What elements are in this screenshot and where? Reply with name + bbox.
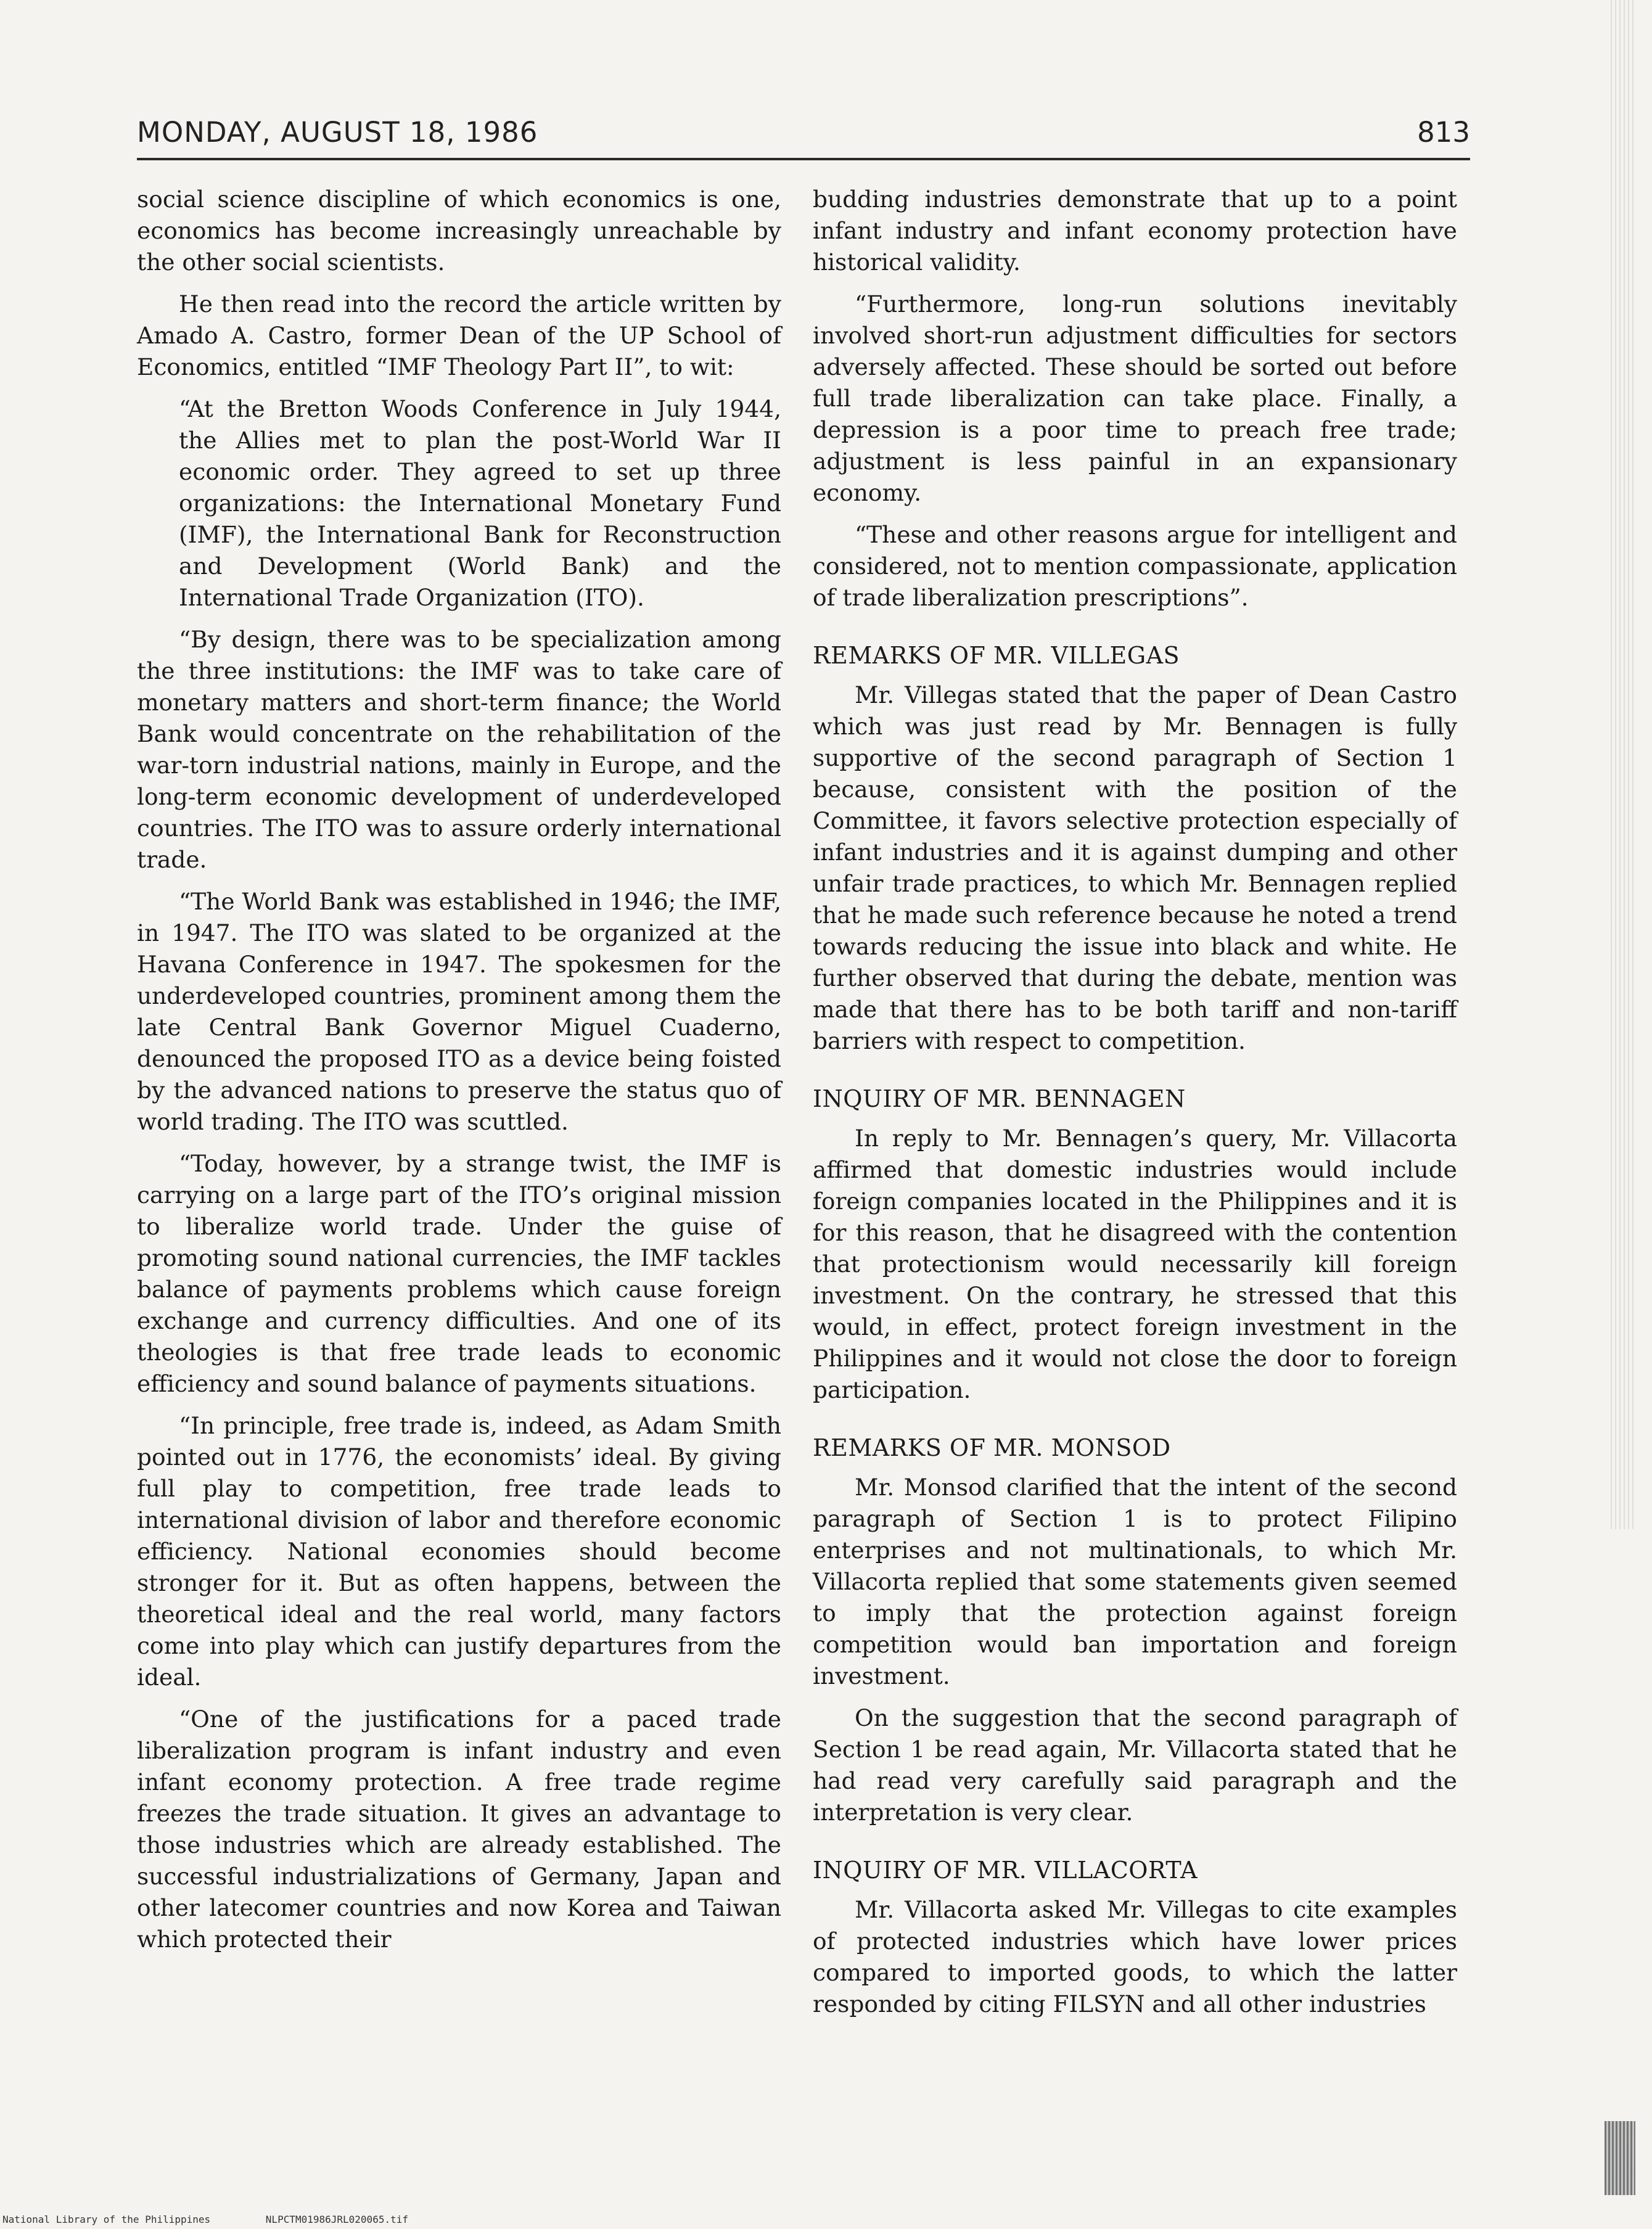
paragraph: Mr. Villegas stated that the paper of Dean Castro which was just read by Mr. Bennagen is fully supportive of the second paragraph of Section 1 because, consistent with the position of the Committee, it favors selective protection especially of infant industries and it is against dumping and other unfair trade practices, to which Mr. Bennagen replied that he made such reference because he noted a trend towards reducing the issue into black and white. He further observed that during the debate, mention was made that there has to be both tariff and non-tariff barriers with respect to competition. [813, 681, 1457, 1054]
footer-filename: NLPCTM01986JRL020065.tif [265, 2214, 408, 2225]
quoted-paragraph: “Furthermore, long-run solutions inevitably involved short-run adjustment difficulties for sectors adversely affected. These should be sorted out before full trade liberalization can take place. Finally, a depression is a poor time to preach free trade; adjustment is less painful in an expansionary economy. [813, 290, 1457, 506]
page-number: 813 [1417, 116, 1470, 149]
paragraph: Mr. Villacorta asked Mr. Villegas to cite examples of protected industries which have lower prices compared to imported goods, to which the latter responded by citing FILSYN and all other industries [813, 1896, 1457, 2018]
paragraph: In reply to Mr. Bennagen’s query, Mr. Villacorta affirmed that domestic industries would include foreign companies located in the Philippines and it is for this reason, that he disagreed with the contention that protectionism would necessarily kill foreign investment. On the contrary, he stressed that this would, in effect, protect foreign investment in the Philippines and it would not close the door to foreign participation. [813, 1125, 1457, 1403]
left-column [137, 184, 781, 1966]
scan-binding-mark [1605, 2121, 1635, 2195]
scan-footer [2, 2214, 458, 2225]
header-rule [137, 158, 1470, 160]
paragraph: He then read into the record the article written by Amado A. Castro, former Dean of the UP School of Economics, entitled “IMF Theology Part II”, to wit: [137, 290, 781, 380]
paragraph: social science discipline of which economics is one, economics has become increasingly unreachable by the other social scientists. [137, 186, 781, 276]
paragraph: On the suggestion that the second paragraph of Section 1 be read again, Mr. Villacorta stated that he had read very carefully said paragraph and the interpretation is very clear. [813, 1704, 1457, 1826]
quoted-paragraph: “In principle, free trade is, indeed, as Adam Smith pointed out in 1776, the economists’ ideal. By giving full play to competition, free trade leads to international division of labor and therefore economic efficiency. National economies should become stronger for it. But as often happens, between the theoretical ideal and the real world, many factors come into play which can justify departures from the ideal. [137, 1412, 781, 1691]
quoted-paragraph: “These and other reasons argue for intelligent and considered, not to mention compassionate, application of trade liberalization prescriptions”. [813, 521, 1457, 611]
section-heading-remarks-villegas: REMARKS OF MR. VILLEGAS [813, 642, 1180, 669]
section-heading-inquiry-bennagen: INQUIRY OF MR. BENNAGEN [813, 1085, 1186, 1112]
page-date: MONDAY, AUGUST 18, 1986 [137, 116, 538, 149]
scan-edge-lines [1611, 0, 1635, 1529]
quoted-paragraph: “At the Bretton Woods Conference in July 1944, the Allies met to plan the post-World War II economic order. They agreed to set up three organizations: the International Monetary Fund (IMF), the International Bank for Reconstruction and Development (World Bank) and the International Trade Organization (ITO). [179, 395, 781, 611]
paragraph: Mr. Monsod clarified that the intent of the second paragraph of Section 1 is to protect Filipino enterprises and not multinationals, to which Mr. Villacorta replied that some statements given seemed to imply that the protection against foreign competition would ban importation and foreign investment. [813, 1474, 1457, 1689]
page-header [137, 116, 1470, 159]
quoted-paragraph: “Today, however, by a strange twist, the IMF is carrying on a large part of the ITO’s original mission to liberalize world trade. Under the guise of promoting sound national currencies, the IMF tackles balance of payments problems which cause foreign exchange and currency difficulties. And one of its theologies is that free trade leads to economic efficiency and sound balance of payments situations. [137, 1150, 781, 1397]
section-heading-remarks-monsod: REMARKS OF MR. MONSOD [813, 1434, 1171, 1461]
section-heading-inquiry-villacorta: INQUIRY OF MR. VILLACORTA [813, 1857, 1198, 1884]
quoted-paragraph: “The World Bank was established in 1946; the IMF, in 1947. The ITO was slated to be organized at the Havana Conference in 1947. The spokesmen for the underdeveloped countries, prominent among them the late Central Bank Governor Miguel Cuaderno, denounced the proposed ITO as a device being foisted by the advanced nations to preserve the status quo of world trading. The ITO was scuttled. [137, 888, 781, 1135]
quoted-paragraph: “One of the justifications for a paced trade liberalization program is infant industry and even infant economy protection. A free trade regime freezes the trade situation. It gives an advantage to those industries which are already established. The successful industrializations of Germany, Japan and other latecomer countries and now Korea and Taiwan which protected their [137, 1706, 781, 1953]
footer-library: National Library of the Philippines [2, 2214, 211, 2225]
quoted-paragraph: “By design, there was to be specialization among the three institutions: the IMF was to take care of monetary matters and short-term finance; the World Bank would concentrate on the rehabilitation of the war-torn industrial nations, mainly in Europe, and the long-term economic development of underdeveloped countries. The ITO was to assure orderly international trade. [137, 626, 781, 873]
right-column [813, 184, 1457, 2030]
paragraph: budding industries demonstrate that up to a point infant industry and infant economy protection have historical validity. [813, 186, 1457, 276]
